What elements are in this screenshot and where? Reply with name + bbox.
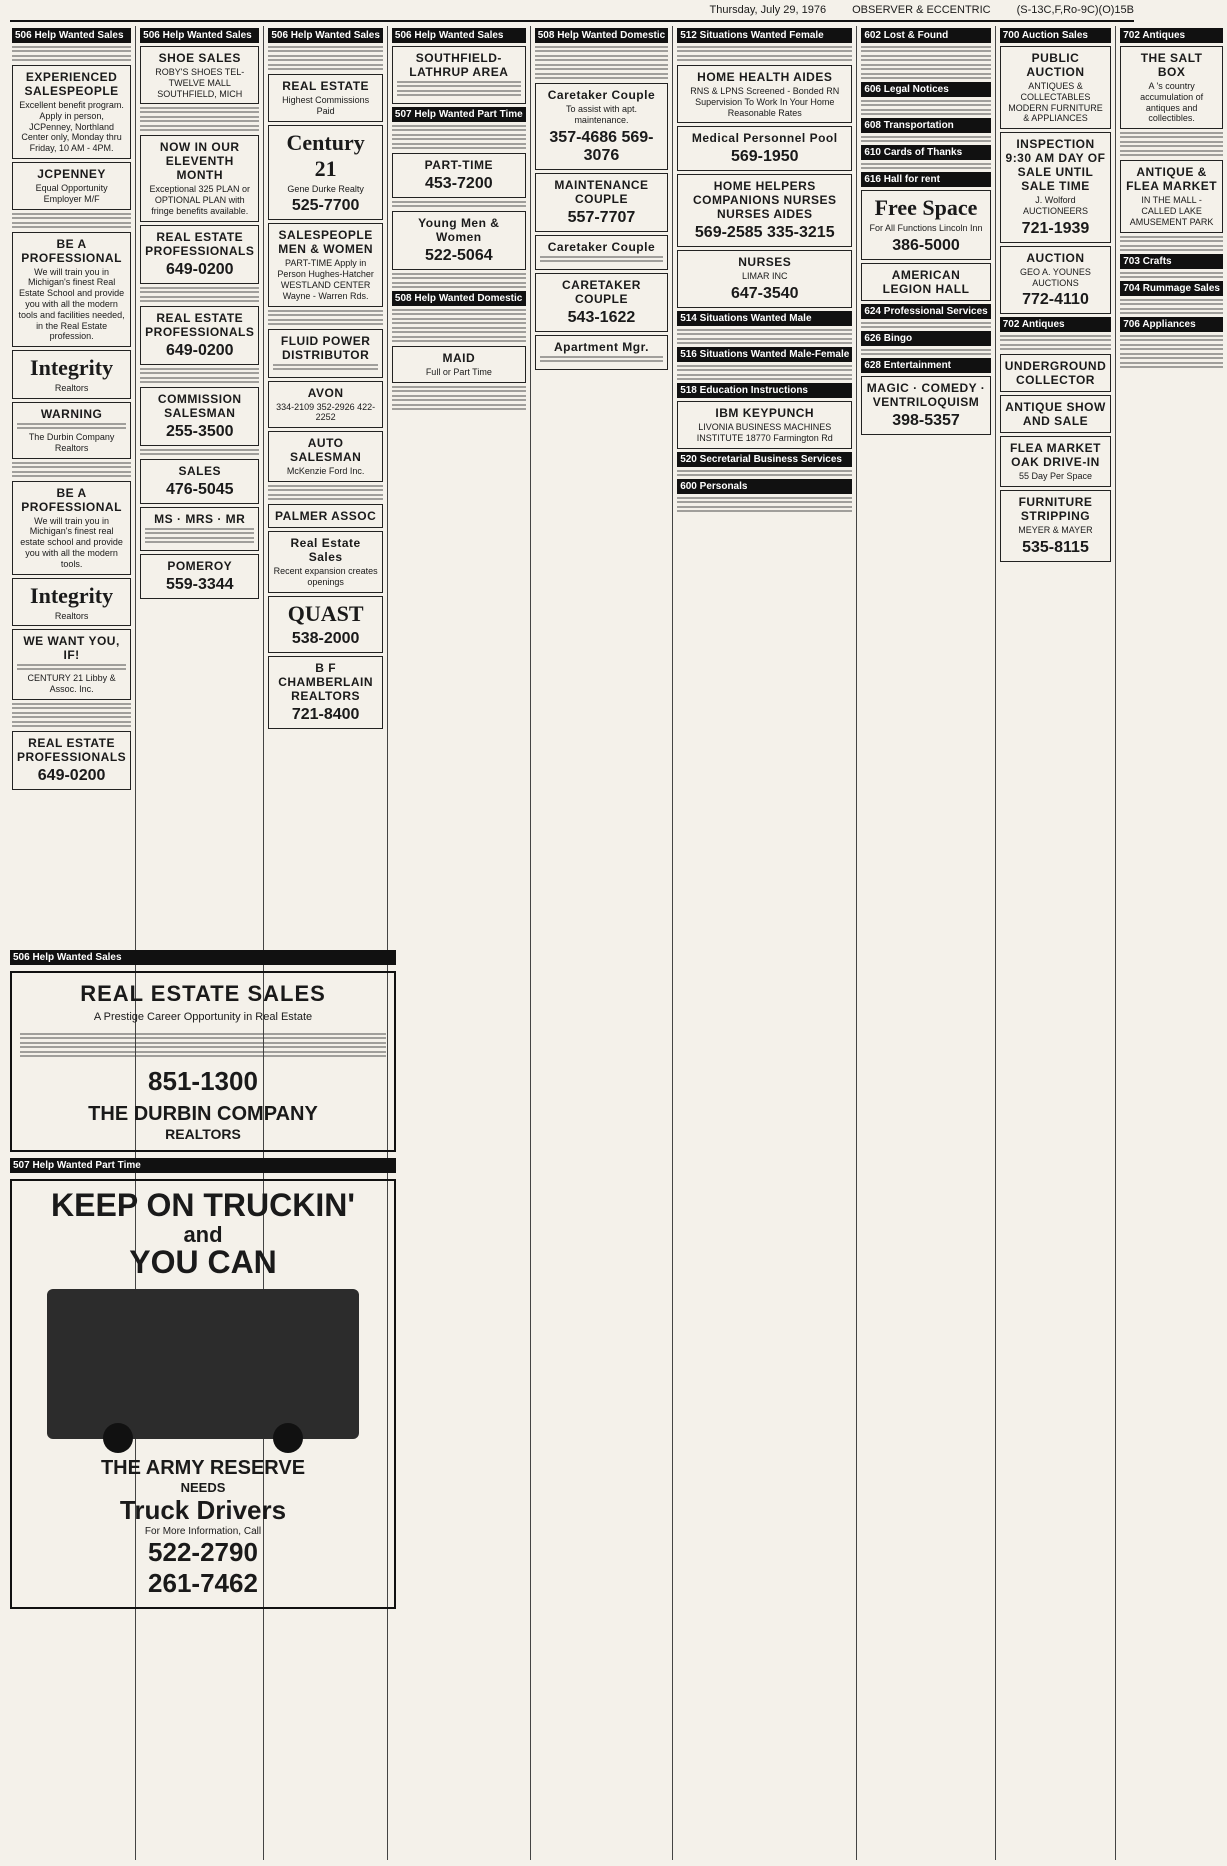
- ad-avon: AVON 334-2109 352-2926 422-2252: [268, 381, 383, 429]
- ad-quast: QUAST 538-2000: [268, 596, 383, 653]
- ad-experienced-salespeople: EXPERIENCED SALESPEOPLE Excellent benefit program. Apply in person, JCPenney, Northland Center only, Monday thru Friday, 10 AM - 4PM.: [12, 65, 131, 159]
- ad-real-estate-pros-a: REAL ESTATE PROFESSIONALS 649-0200: [140, 225, 259, 284]
- section-header-professional: 624 Professional Services: [861, 304, 990, 319]
- section-header-situations-male: 514 Situations Wanted Male: [677, 311, 852, 326]
- ad-caretaker-couple-2: Caretaker Couple: [535, 235, 668, 270]
- ad-part-time: PART-TIME 453-7200: [392, 153, 526, 198]
- section-header-entertainment: 628 Entertainment: [861, 358, 990, 373]
- section-header: 506 Help Wanted Sales: [268, 28, 383, 43]
- ad-real-estate-highest: REAL ESTATE Highest Commissions Paid: [268, 74, 383, 122]
- section-header-rummage: 704 Rummage Sales: [1120, 281, 1223, 296]
- masthead-code: (S-13C,F,Ro-9C)(O)15B: [1016, 4, 1134, 16]
- ad-southfield-lathrup: SOUTHFIELD-LATHRUP AREA: [392, 46, 526, 104]
- ad-century-21: Century 21 Gene Durke Realty 525-7700: [268, 125, 383, 221]
- section-header-secretarial: 520 Secretarial Business Services: [677, 452, 852, 467]
- section-header: 506 Help Wanted Sales: [392, 28, 526, 43]
- durbin-phone: 851-1300: [148, 1066, 258, 1096]
- ad-nurses: NURSES LIMAR INC 647-3540: [677, 250, 852, 308]
- column-4: [388, 26, 531, 1860]
- ad-magic-comedy: MAGIC · COMEDY · VENTRILOQUISM 398-5357: [861, 376, 990, 435]
- ad-inspection: INSPECTION 9:30 AM DAY OF SALE UNTIL SALE TIME J. Wolford AUCTIONEERS 721-1939: [1000, 132, 1112, 243]
- ad-medical-personnel-pool: Medical Personnel Pool 569-1950: [677, 126, 852, 171]
- ad-auction: AUCTION GEO A. YOUNES AUCTIONS 772-4110: [1000, 246, 1112, 315]
- ad-chamberlain: B F CHAMBERLAIN REALTORS 721-8400: [268, 656, 383, 729]
- army-section-header: 507 Help Wanted Part Time: [10, 1158, 396, 1173]
- section-header: 506 Help Wanted Sales: [140, 28, 259, 43]
- ad-pomeroy: POMEROY 559-3344: [140, 554, 259, 599]
- masthead-paper: OBSERVER & ECCENTRIC: [852, 4, 991, 16]
- section-header: 602 Lost & Found: [861, 28, 990, 43]
- section-header: 512 Situations Wanted Female: [677, 28, 852, 43]
- section-header: 702 Antiques: [1120, 28, 1223, 43]
- section-header-education: 518 Education Instructions: [677, 383, 852, 398]
- feature-ads: [10, 948, 396, 1615]
- ad-young-men-women: Young Men & Women 522-5064: [392, 211, 526, 270]
- column-7: [857, 26, 995, 1860]
- ad-maintenance-couple: MAINTENANCE COUPLE 557-7707: [535, 173, 668, 232]
- ad-commission-salesman: COMMISSION SALESMAN 255-3500: [140, 387, 259, 446]
- section-header-personals: 600 Personals: [677, 479, 852, 494]
- durbin-section-header: 506 Help Wanted Sales: [10, 950, 396, 965]
- masthead-date: Thursday, July 29, 1976: [709, 4, 827, 16]
- ad-salespeople: SALESPEOPLE MEN & WOMEN PART-TIME Apply in Person Hughes-Hatcher WESTLAND CENTER Wayne - Warren Rds.: [268, 223, 383, 306]
- masthead: [10, 4, 1134, 22]
- section-header-legal: 606 Legal Notices: [861, 82, 990, 97]
- ad-ibm-keypunch: IBM KEYPUNCH LIVONIA BUSINESS MACHINES INSTITUTE 18770 Farmington Rd: [677, 401, 852, 449]
- ad-sales: SALES 476-5045: [140, 459, 259, 504]
- section-header: 508 Help Wanted Domestic: [535, 28, 668, 43]
- ad-antique-flea-market: ANTIQUE & FLEA MARKET IN THE MALL - CALLED LAKE AMUSEMENT PARK: [1120, 160, 1223, 232]
- ad-durbin-real-estate-sales: REAL ESTATE SALES A Prestige Career Opportunity in Real Estate 851-1300 THE DURBIN COMPANY REALTORS: [10, 971, 396, 1152]
- ad-we-want-you: WE WANT YOU, IF! CENTURY 21 Libby & Assoc. Inc.: [12, 629, 131, 700]
- ad-be-a-professional-2: BE A PROFESSIONAL We will train you in Michigan's finest real estate school and provide you with all the modern tools.: [12, 481, 131, 575]
- ad-warning: WARNING The Durbin Company Realtors: [12, 402, 131, 459]
- ad-palmer-assoc: PALMER ASSOC: [268, 504, 383, 528]
- ad-auto-salesman: AUTO SALESMAN McKenzie Ford Inc.: [268, 431, 383, 482]
- ad-caretaker-couple: Caretaker Couple To assist with apt. maintenance. 357-4686 569-3076: [535, 83, 668, 170]
- ad-american-legion: AMERICAN LEGION HALL: [861, 263, 990, 301]
- ad-underground-collector: UNDERGROUND COLLECTOR: [1000, 354, 1112, 392]
- ad-caretaker-couple-3: CARETAKER COUPLE 543-1622: [535, 273, 668, 332]
- section-header-part-time: 507 Help Wanted Part Time: [392, 107, 526, 122]
- section-header-domestic: 508 Help Wanted Domestic: [392, 291, 526, 306]
- section-header-hall: 616 Hall for rent: [861, 172, 990, 187]
- column-8: [996, 26, 1117, 1860]
- section-header-appliances: 706 Appliances: [1120, 317, 1223, 332]
- ad-apartment-mgr: Apartment Mgr.: [535, 335, 668, 370]
- ad-salt-box: THE SALT BOX A 's country accumulation of antiques and collectibles.: [1120, 46, 1223, 129]
- ad-antique-show: ANTIQUE SHOW AND SALE: [1000, 395, 1112, 433]
- ad-furniture-stripping: FURNITURE STRIPPING MEYER & MAYER 535-8115: [1000, 490, 1112, 562]
- section-header: 506 Help Wanted Sales: [12, 28, 131, 43]
- durbin-company: THE DURBIN COMPANY: [88, 1103, 318, 1125]
- ad-public-auction: PUBLIC AUCTION ANTIQUES & COLLECTABLES MODERN FURNITURE & APPLIANCES: [1000, 46, 1112, 129]
- section-header-antiques: 702 Antiques: [1000, 317, 1112, 332]
- ad-be-a-professional: BE A PROFESSIONAL We will train you in Michigan's finest Real Estate School and provide you with all the modern tools and facilities needed, in the Real Estate profession.: [12, 232, 131, 348]
- ad-flea-market: FLEA MARKET OAK DRIVE-IN 55 Day Per Space: [1000, 436, 1112, 487]
- ad-home-helpers: HOME HELPERS COMPANIONS NURSES NURSES AIDES 569-2585 335-3215: [677, 174, 852, 247]
- ad-jcpenney: JCPENNEY Equal Opportunity Employer M/F: [12, 162, 131, 210]
- ad-integrity: Integrity Realtors: [12, 350, 131, 399]
- section-header-situations-mf: 516 Situations Wanted Male-Female: [677, 347, 852, 362]
- section-header-thanks: 610 Cards of Thanks: [861, 145, 990, 160]
- ad-fluid-power: FLUID POWER DISTRIBUTOR: [268, 329, 383, 378]
- ad-real-estate-professionals: REAL ESTATE PROFESSIONALS 649-0200: [12, 731, 131, 790]
- column-5: [531, 26, 673, 1860]
- ad-ms-mrs-mr: MS · MRS · MR: [140, 507, 259, 551]
- section-header: 700 Auction Sales: [1000, 28, 1112, 43]
- ad-integrity-2: Integrity Realtors: [12, 578, 131, 627]
- section-header-crafts: 703 Crafts: [1120, 254, 1223, 269]
- section-header-bingo: 626 Bingo: [861, 331, 990, 346]
- ad-home-health-aides: HOME HEALTH AIDES RNS & LPNS Screened - Bonded RN Supervision To Work In Your Home Reasonable Rates: [677, 65, 852, 123]
- truck-illustration: [47, 1289, 358, 1439]
- ad-shoe-sales: SHOE SALES ROBY'S SHOES TEL-TWELVE MALL SOUTHFIELD, MICH: [140, 46, 259, 104]
- ad-real-estate-sales: Real Estate Sales Recent expansion creates openings: [268, 531, 383, 593]
- ad-real-estate-pros-b: REAL ESTATE PROFESSIONALS 649-0200: [140, 306, 259, 365]
- column-9: [1116, 26, 1227, 1860]
- ad-maid: MAID Full or Part Time: [392, 346, 526, 383]
- ad-free-space: Free Space For All Functions Lincoln Inn 386-5000: [861, 190, 990, 260]
- section-header-transportation: 608 Transportation: [861, 118, 990, 133]
- column-6: [673, 26, 857, 1860]
- ad-army-reserve: KEEP ON TRUCKIN' and YOU CAN THE ARMY RESERVE NEEDS Truck Drivers For More Information, Call 522-2790 261-7462: [10, 1179, 396, 1609]
- ad-eleventh-month: NOW IN OUR ELEVENTH MONTH Exceptional 325 PLAN or OPTIONAL PLAN with fringe benefits available.: [140, 135, 259, 221]
